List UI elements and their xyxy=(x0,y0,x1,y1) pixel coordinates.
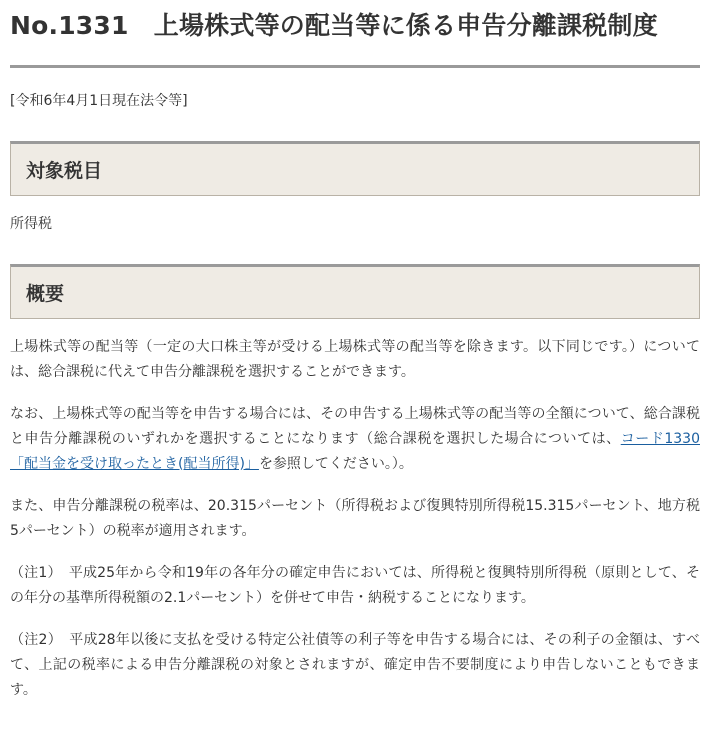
title-divider xyxy=(10,65,700,68)
main-content xyxy=(10,0,700,703)
target-tax-value: 所得税 xyxy=(10,216,52,232)
note-2: （注2） 平成28年以後に支払を受ける特定公社債等の利子等を申告する場合には、その利子の金額は、すべて、上記の税率による申告分離課税の対象とされますが、確定申告不要制度により申告しないこともできます。 xyxy=(10,632,700,698)
overview-paragraph-1: 上場株式等の配当等（一定の大口株主等が受ける上場株式等の配当等を除きます。以下同じです。）については、総合課税に代えて申告分離課税を選択することができます。 xyxy=(10,339,700,380)
section-heading-overview: 概要 xyxy=(10,264,700,319)
section-heading-target-tax: 対象税目 xyxy=(10,141,700,196)
as-of-date: [令和6年4月1日現在法令等] xyxy=(10,93,188,109)
overview-paragraph-2 xyxy=(10,402,700,477)
overview-paragraph-3: また、申告分離課税の税率は、20.315パーセント（所得税および復興特別所得税15.315パーセント、地方税5パーセント）の税率が適用されます。 xyxy=(10,498,700,539)
dividend-income-code-1330-link[interactable]: コード1330「配当金を受け取ったとき(配当所得)」 xyxy=(10,431,700,472)
page-title: No.1331 上場株式等の配当等に係る申告分離課税制度 xyxy=(10,11,658,40)
overview-paragraph-2-text-after: を参照してください。）。 xyxy=(258,456,413,472)
overview-paragraph-2-text-before: なお、上場株式等の配当等を申告する場合には、その申告する上場株式等の配当等の全額について、総合課税と申告分離課税のいずれかを選択することになります（総合課税を選択した場合については、 xyxy=(10,406,700,447)
note-1: （注1） 平成25年から令和19年の各年分の確定申告においては、所得税と復興特別所得税（原則として、その年分の基準所得税額の2.1パーセント）を併せて申告・納税することになります。 xyxy=(10,565,700,606)
